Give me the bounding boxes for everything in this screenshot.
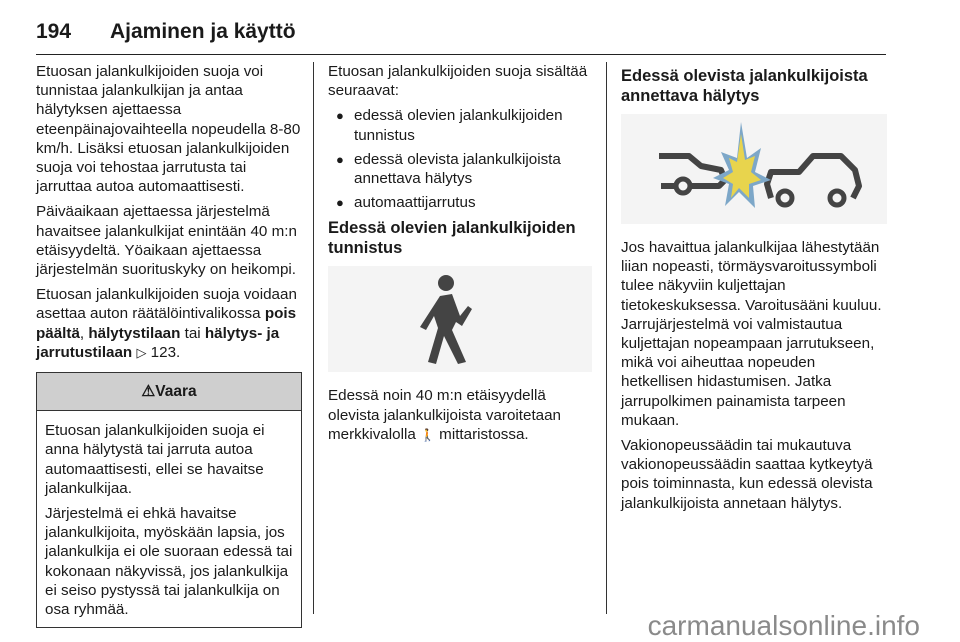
collision-illustration <box>621 114 887 224</box>
column-1 <box>36 62 302 628</box>
page-number: 194 <box>36 20 72 43</box>
paragraph: Vakionopeussäädin tai mukautuva vakionopeussäädin saattaa kytkeytyä pois toiminnasta, kun edessä olevista jalankulkijoista annetaan hälytys. <box>621 437 873 512</box>
column-divider <box>313 62 314 614</box>
paragraph: Etuosan jalankulkijoiden suoja voidaan asettaa auton räätälöintivalikossa pois päältä, hälytystilaan tai hälytys- ja jarrutustilaan ▷ 123. <box>36 286 297 361</box>
warning-paragraph: Etuosan jalankulkijoiden suoja ei anna hälytystä tai jarruta autoa automaattisesti, ellei se havaitse jalankulkijaa. <box>45 422 265 497</box>
setting-alert: hälytystilaan <box>88 324 181 342</box>
warning-triangle-icon: ⚠ <box>141 383 156 401</box>
section-heading: Edessä olevien jalankulkijoiden tunnistus <box>328 219 576 258</box>
page-header <box>36 14 886 55</box>
paragraph: Päiväaikaan ajettaessa järjestelmä havaitsee jalankulkijat enintään 40 m:n etäisyydeltä. Yöaikaan ajettaessa järjestelmän suorituskyky on heikompi. <box>36 203 297 279</box>
page-reference-icon: ▷ <box>136 344 147 360</box>
column-2 <box>328 62 592 451</box>
list-item: ● edessä olevista jalankulkijoista annettava hälytys <box>328 150 592 188</box>
paragraph: Etuosan jalankulkijoiden suoja sisältää seuraavat: <box>328 63 588 100</box>
list-item: ● edessä olevien jalankulkijoiden tunnistus <box>328 106 592 144</box>
warning-header <box>37 373 301 411</box>
setting-alert-brake: hälytys- ja jarrutustilaan <box>36 324 280 361</box>
warning-paragraph: Järjestelmä ei ehkä havaitse jalankulkijoita, myöskään lapsia, jos jalankulkija ei ole suoraan edessä tai kokonaan näkyvissä, jos jalankulkija ei seiso pystyssä tai jalankulkija on osa ryhmää. <box>45 505 293 619</box>
setting-off: pois päältä <box>36 305 297 342</box>
column-3 <box>621 62 887 519</box>
section-heading: Edessä olevista jalankulkijoista annettava hälytys <box>621 67 868 105</box>
feature-list <box>328 106 592 212</box>
pedestrian-icon <box>328 266 592 372</box>
pedestrian-icon: 🚶 <box>420 427 435 442</box>
watermark: carmanualsonline.info <box>647 610 920 641</box>
warning-box <box>36 372 302 628</box>
list-item: ● automaattijarrutus <box>328 193 592 212</box>
warning-title: Vaara <box>155 383 197 401</box>
page-reference: 123. <box>146 343 181 361</box>
paragraph: Etuosan jalankulkijoiden suoja voi tunnistaa jalankulkijan ja antaa hälytyksen ajettaessa eteenpäinajovaihteella nopeudella 8-80 km/h. Lisäksi etuosan jalankulkijoiden suoja voi tehostaa jarrutusta tai jarruttaa autoa automaattisesti. <box>36 63 301 196</box>
chapter-title: Ajaminen ja käyttö <box>110 20 296 43</box>
collision-warning-icon <box>621 114 887 224</box>
pedestrian-illustration <box>328 266 592 372</box>
warning-body <box>37 411 301 627</box>
paragraph: Jos havaittua jalankulkijaa lähestytään liian nopeasti, törmäysvaroitussymboli tulee näkyviin kuljettajan tietokeskuksessa. Varoitusääni kuuluu. Jarrujärjestelmä voi valmistautua kuljettajan nopeampaan jarrutukseen, mikä voi aiheuttaa nopeuden hetkellisen hidastumisen. Jatka jarrupolkimen painamista tarpeen mukaan. <box>621 239 882 429</box>
paragraph: Edessä noin 40 m:n etäisyydellä olevista jalankulkijoista varoitetaan merkkivalolla 🚶 mittaristossa. <box>328 387 562 443</box>
column-divider <box>606 62 607 614</box>
